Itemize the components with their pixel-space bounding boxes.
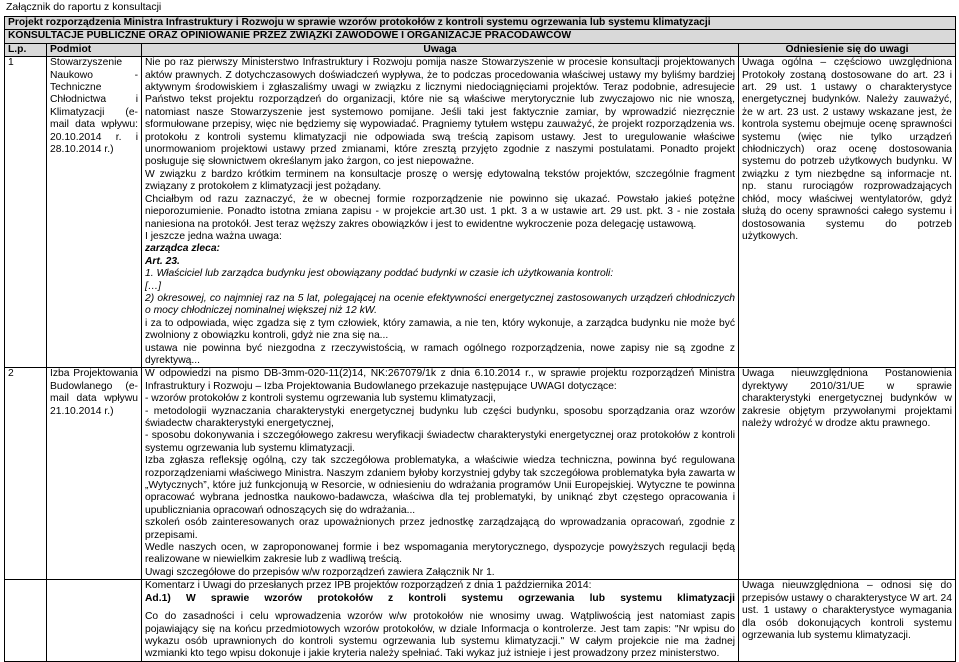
comment-paragraph: - wzorów protokołów z kontroli systemu ogrzewania lub systemu klimatyzacji,: [145, 393, 496, 405]
comment-paragraph: Chciałbym od razu zaznaczyć, że w obecnej formie rozporządzenie nie powinno się ukazać. Powstało jakieś potężne nieporozumienie. Ponadto istotna zmiana zapisu - w projekcie art.30 ust. 1 pkt. 3 a w ustawie art. 29 ust. pkt. 3 - nie została naniesiona na protokół. Jest teraz węższy zakres obowiązków i jest to ewidentne wykroczenie poza delegację ustawową.: [145, 193, 735, 230]
row-response: Uwaga ogólna – częściowo uwzględniona Protokoły zostaną dostosowane do art. 23 i art. 29 ust. 1 ustawy o charakterystyce energetycznej budynków. Należy zauważyć, że w art. 23 ust. 2 ustawy wskazane jest, że kontrola systemu obejmuje ocenę sprawności systemu (więc nie tylko urządzeń chłodniczych) oraz ocenę dostosowania systemu do potrzeb użytkowych budynku. W związku z tym niezbędne są informacje nt. np. stanu rurociągów rozprowadzających chłód, mocy właściwej wentylatorów, gdyż służą do oceny sprawności całego systemu i dostosowania systemu do potrzeb użytkowych.: [739, 57, 956, 368]
comment-paragraph: i za to odpowiada, więc zgadza się z tym człowiek, który zamawia, a nie ten, który wykonuje, a zarządca budynku nie może być zwolniony z obowiązku kontroli, gdyż nie zna się na...: [145, 317, 735, 342]
row-number: [5, 580, 47, 661]
consultation-title-row: [5, 30, 956, 43]
comment-paragraph: […]: [145, 280, 162, 292]
comment-paragraph: 1. Właściciel lub zarządca budynku jest obowiązany poddać budynki w czasie ich użytkowania kontroli:: [145, 268, 614, 280]
comment-paragraph: - metodologii wyznaczania charakterystyki energetycznej budynku lub części budynku, sposobu sporządzania oraz wzorów świadectw charakterystyki energetycznej,: [145, 405, 735, 429]
comment-paragraph: 2) okresowej, co najmniej raz na 5 lat, polegającej na ocenie efektywności energetycznej zastosowanych urządzeń chłodniczych o mocy chłodniczej nominalnej większej niż 12 kW.: [145, 292, 735, 317]
column-header-entity: Podmiot: [47, 43, 142, 56]
comment-paragraph: szkoleń osób zainteresowanych oraz upoważnionych przez jednostkę zarządzającą do wprowadzania opracowań, zgodnie z przepisami.: [145, 517, 735, 541]
consultation-title: KONSULTACJE PUBLICZNE ORAZ OPINIOWANIE PRZEZ ZWIĄZKI ZAWODOWE I ORGANIZACJE PRACODAWCÓW: [5, 30, 956, 43]
row-entity: Izba Projektowania Budowlanego (e-mail data wpływu 21.10.2014 r.): [47, 368, 142, 580]
comment-paragraph: zarządca zleca:: [145, 243, 220, 255]
comment-paragraph: I jeszcze jedna ważna uwaga:: [145, 230, 282, 242]
row-response: Uwaga nieuwzględniona Postanowienia dyrektywy 2010/31/UE w sprawie charakterystyki energetycznej budynków w zakresie objętym przywołanymi projektami należy wdrożyć w drodze aktu prawnego.: [739, 368, 956, 580]
consultation-table: [4, 16, 956, 662]
row-comment: [142, 57, 739, 368]
row-number: 1: [5, 57, 47, 368]
comment-paragraph: Komentarz i Uwagi do przesłanych przez IPB projektów rozporządzeń z dnia 1 października 2014:: [145, 580, 592, 592]
comment-paragraph: Co do zasadności i celu wprowadzenia wzorów w/w protokołów nie wnosimy uwag. Wątpliwością jest natomiast zapis pojawiający się na końcu przedmiotowych wzorów protokołów, w dziale Informacja o kontrolerze. Jest tam zapis: "Nr wpisu do wykazu osób uprawnionych do kontroli systemu ogrzewania lub systemu klimatyzacji." W całym projekcie nie ma żadnej wzmianki kto tego wpisu dokonuje i jakie kryteria należy spełniać. Taki wykaz już istnieje i jest prowadzony przez ministerstwo.: [145, 611, 735, 660]
column-header-row: [5, 43, 956, 56]
comment-paragraph: Nie po raz pierwszy Ministerstwo Infrastruktury i Rozwoju pomija nasze Stowarzyszenie w procesie konsultacji projektowanych aktów prawnych. Z dotychczasowych doświadczeń wypływa, że to podczas procedowania właściwej ustawy my byliśmy bardziej aktywnym środowiskiem i zgłaszaliśmy uwagi w związku z licznymi niedociągnięciami projektów. Teraz podobnie, adresujecie Państwo tekst projektu rozporządzeń do organizacji, które nie są właściwe merytorycznie lub zwyczajowo nic nie wnoszą, natomiast nasze Stowarzyszenie jest systemowo pomijane. Jeśli taki jest faktycznie zamiar, by wprowadzić niezręcznie sformułowane przepisy, więc nie będziemy się wypowiadać. Pragniemy tytułem wstępu zauważyć, że projekt rozporządzenia ws. protokołu z kontroli systemu klimatyzacji nie odpowiada swą treścią zapisom ustawy. Jest to uregulowanie właściwe unormowaniom projektowi ustawy przed zmianami, które zresztą przyjęto zgodnie z naszymi postulatami. Ponadto projekt posługuje się słownictwem określanym jako żargon, co jest niepoważne.: [145, 57, 735, 168]
table-row: [5, 580, 956, 661]
row-response: Uwaga nieuwzględniona – odnosi się do przepisów ustawy o charakterystyce W art. 24 ust. 1 ustawy o charakterystyce wymagania dla osób dokonujących kontroli systemu ogrzewania lub systemu klimatyzacji.: [739, 580, 956, 661]
table-row: [5, 368, 956, 580]
project-title-row: [5, 17, 956, 30]
column-header-response: Odniesienie się do uwagi: [739, 43, 956, 56]
column-header-comment: Uwaga: [142, 43, 739, 56]
comment-paragraph: Art. 23.: [145, 255, 180, 267]
row-comment: [142, 368, 739, 580]
comment-paragraph: Ad.1) W sprawie wzorów protokołów z kontroli systemu ogrzewania lub systemu klimatyzacji: [145, 592, 735, 604]
row-number: 2: [5, 368, 47, 580]
annex-title: Załącznik do raportu z konsultacji: [6, 1, 162, 13]
column-header-lp: L.p.: [5, 43, 47, 56]
row-entity: [47, 580, 142, 661]
comment-paragraph: ustawa nie powinna być niezgodna z rzeczywistością, w ramach ogólnego rozporządzenia, nowe zapisy nie są zgodne z dyrektywą...: [145, 342, 735, 366]
comment-paragraph: Uwagi szczegółowe do przepisów w/w rozporządzeń zawiera Załącznik Nr 1.: [145, 566, 495, 578]
row-entity: Stowarzyszenie Naukowo - Techniczne Chłodnictwa i Klimatyzacji (e-mail data wpływu: 20.10.2014 r. i 28.10.2014 r.): [47, 57, 142, 368]
comment-paragraph: Wedle naszych ocen, w zaproponowanej formie i bez wspomagania merytorycznego, dyspozycje powyższych regulacji będą realizowane w niewielkim zakresie lub z wadliwą treścią.: [145, 542, 735, 566]
comment-paragraph: W odpowiedzi na pismo DB-3mm-020-11(2)14, NK:267079/1k z dnia 6.10.2014 r., w sprawie projektu rozporządzeń Ministra Infrastruktury i Rozwoju – Izba Projektowania Budowlanego przekazuje następujące UWAGI dotyczące:: [145, 368, 735, 392]
comment-paragraph: W związku z bardzo krótkim terminem na konsultacje proszę o wersję edytowalną tekstów projektów, szczególnie fragment związany z protokołem z klimatyzacji jest pożądany.: [145, 168, 735, 193]
row-comment: [142, 580, 739, 661]
table-row: [5, 57, 956, 368]
comment-paragraph: Izba zgłasza refleksję ogólną, czy tak szczegółowa problematyka, a właściwie wiedza techniczna, powinna być regulowana rozporządzeniami właściwego Ministra. Naszym zdaniem byłoby korzystniej gdyby tak szczegółowa problematyka była zawarta w „Wytycznych”, które już funkcjonują w Resorcie, w odniesieniu do wdrażania programów Unii Europejskiej. Wytyczne te powinna opracować wybrana jednostka naukowo-badawcza, właściwa dla tej problematyki, by uniknąć zbyt częstego opracowania i upubliczniania opracowań odnoszących się do wdrażania...: [145, 455, 735, 516]
comment-paragraph: - sposobu dokonywania i szczegółowego zakresu weryfikacji świadectw charakterystyki energetycznej oraz protokołów z kontroli systemu ogrzewania lub systemu klimatyzacji.: [145, 430, 735, 454]
project-title: Projekt rozporządzenia Ministra Infrastruktury i Rozwoju w sprawie wzorów protokołów z kontroli systemu ogrzewania lub systemu klimatyzacji: [5, 17, 956, 30]
